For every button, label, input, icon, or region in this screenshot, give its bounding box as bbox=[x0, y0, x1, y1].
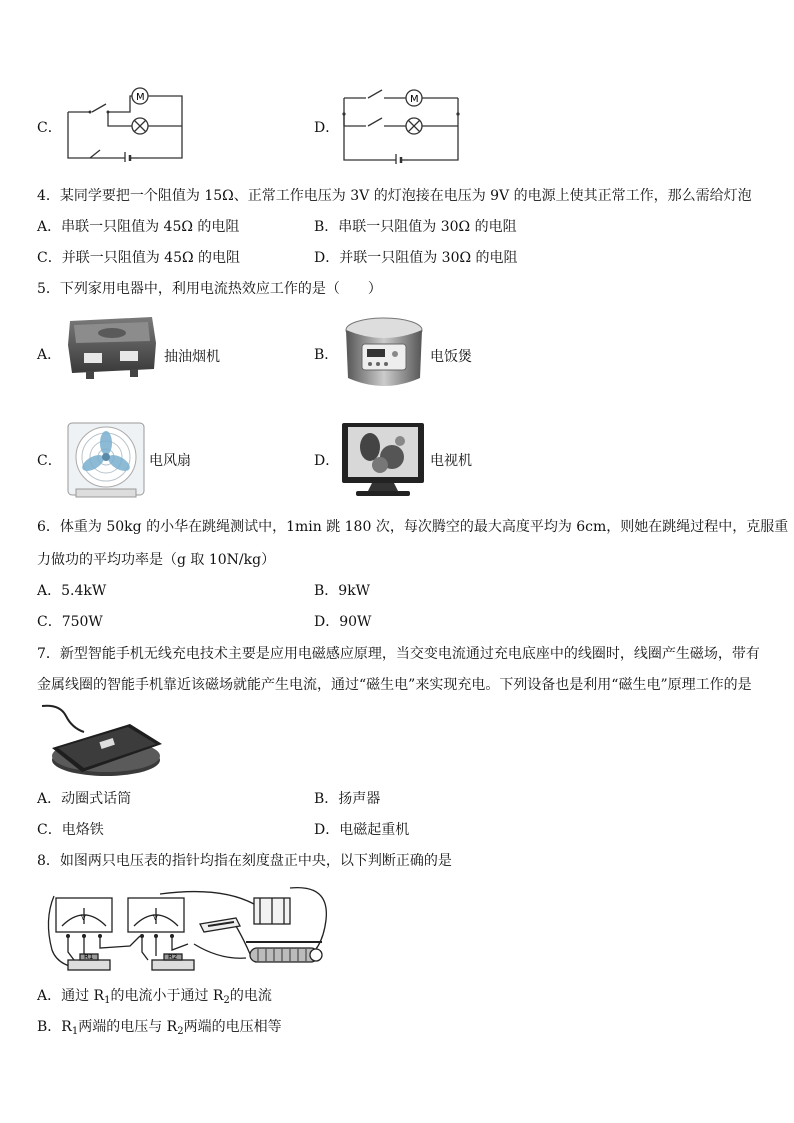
q4-option-b[interactable]: B．串联一只阻值为 30Ω 的电阻 bbox=[314, 219, 517, 235]
q4-option-c[interactable]: C．并联一只阻值为 45Ω 的电阻 bbox=[37, 250, 241, 266]
q8-stem: 8．如图两只电压表的指针均指在刻度盘正中央，以下判断正确的是 bbox=[37, 853, 452, 869]
rice-cooker-image bbox=[340, 314, 428, 390]
q7-option-d[interactable]: D．电磁起重机 bbox=[314, 822, 410, 838]
q8-option-a-mid: 的电流小于通过 R bbox=[110, 988, 224, 1004]
q5-option-d-letter[interactable]: D． bbox=[314, 453, 340, 469]
q4-option-a[interactable]: A．串联一只阻值为 45Ω 的电阻 bbox=[37, 219, 240, 235]
q5-option-b-letter[interactable]: B． bbox=[314, 347, 339, 363]
q8-option-a-pre: A．通过 R bbox=[37, 988, 105, 1004]
q7-option-b[interactable]: B．扬声器 bbox=[314, 791, 381, 807]
q6-stem-line2: 力做功的平均功率是（g 取 10N/kg） bbox=[37, 552, 276, 568]
q8-option-a[interactable] bbox=[37, 986, 272, 1011]
q3-circuit-d bbox=[338, 84, 466, 164]
q3-option-d-letter[interactable]: D． bbox=[314, 120, 340, 136]
voltmeter-1-symbol: V bbox=[81, 914, 86, 922]
q7-stem-line1: 7．新型智能手机无线充电技术主要是应用电磁感应原理，当交变电流通过充电底座中的线圈时，线圈产生磁场，带有 bbox=[37, 646, 760, 662]
q8-option-b-post: 两端的电压相等 bbox=[183, 1019, 282, 1035]
q6-option-a[interactable]: A．5.4kW bbox=[37, 583, 107, 599]
q5-stem: 5．下列家用电器中，利用电流热效应工作的是（ ） bbox=[37, 281, 382, 297]
q8-option-b[interactable] bbox=[37, 1017, 282, 1042]
television-image bbox=[340, 421, 426, 497]
motor-symbol: M bbox=[410, 94, 419, 105]
q6-stem-line1: 6．体重为 50kg 的小华在跳绳测试中，1min 跳 180 次，每次腾空的最大高度平均为 6cm，则她在跳绳过程中，克服重 bbox=[37, 519, 789, 535]
q7-option-a[interactable]: A．动圈式话筒 bbox=[37, 791, 132, 807]
q8-option-b-mid: 两端的电压与 R bbox=[78, 1019, 178, 1035]
q5-option-a-name: 抽油烟机 bbox=[164, 349, 220, 365]
motor-symbol: M bbox=[136, 92, 145, 103]
q5-option-c-letter[interactable]: C． bbox=[37, 453, 62, 469]
electric-fan-image bbox=[64, 419, 148, 499]
q8-option-a-post: 的电流 bbox=[229, 988, 272, 1004]
q8-option-b-sub2: 2 bbox=[177, 1026, 184, 1037]
q3-circuit-c bbox=[60, 86, 185, 162]
q3-option-c-letter[interactable]: C． bbox=[37, 120, 62, 136]
range-hood-image bbox=[64, 313, 158, 383]
voltmeter-2-symbol: V bbox=[153, 914, 158, 922]
q8-option-b-pre: B．R bbox=[37, 1019, 72, 1035]
q5-option-c-name: 电风扇 bbox=[149, 453, 191, 469]
q4-option-d[interactable]: D．并联一只阻值为 30Ω 的电阻 bbox=[314, 250, 518, 266]
q6-option-c[interactable]: C．750W bbox=[37, 614, 103, 630]
q5-option-b-name: 电饭煲 bbox=[430, 349, 472, 365]
q4-stem: 4．某同学要把一个阻值为 15Ω、正常工作电压为 3V 的灯泡接在电压为 9V 的电源上使其正常工作，那么需给灯泡 bbox=[37, 188, 752, 204]
resistor-r2-label: R2 bbox=[168, 953, 178, 961]
wireless-charger-image bbox=[40, 702, 164, 780]
q5-option-a-letter[interactable]: A． bbox=[37, 347, 62, 363]
q8-option-a-sub2: 2 bbox=[223, 995, 230, 1006]
q8-circuit-figure bbox=[40, 880, 330, 980]
q5-option-d-name: 电视机 bbox=[430, 453, 472, 469]
q6-option-b[interactable]: B．9kW bbox=[314, 583, 371, 599]
q6-option-d[interactable]: D．90W bbox=[314, 614, 372, 630]
q8-option-a-sub1: 1 bbox=[104, 995, 111, 1006]
q7-stem-line2: 金属线圈的智能手机靠近该磁场就能产生电流，通过“磁生电”来实现充电。下列设备也是利用“磁生电”原理工作的是 bbox=[37, 677, 752, 693]
q8-option-b-sub1: 1 bbox=[71, 1026, 79, 1037]
q7-option-c[interactable]: C．电烙铁 bbox=[37, 822, 104, 838]
resistor-r1-label: R1 bbox=[84, 953, 94, 961]
